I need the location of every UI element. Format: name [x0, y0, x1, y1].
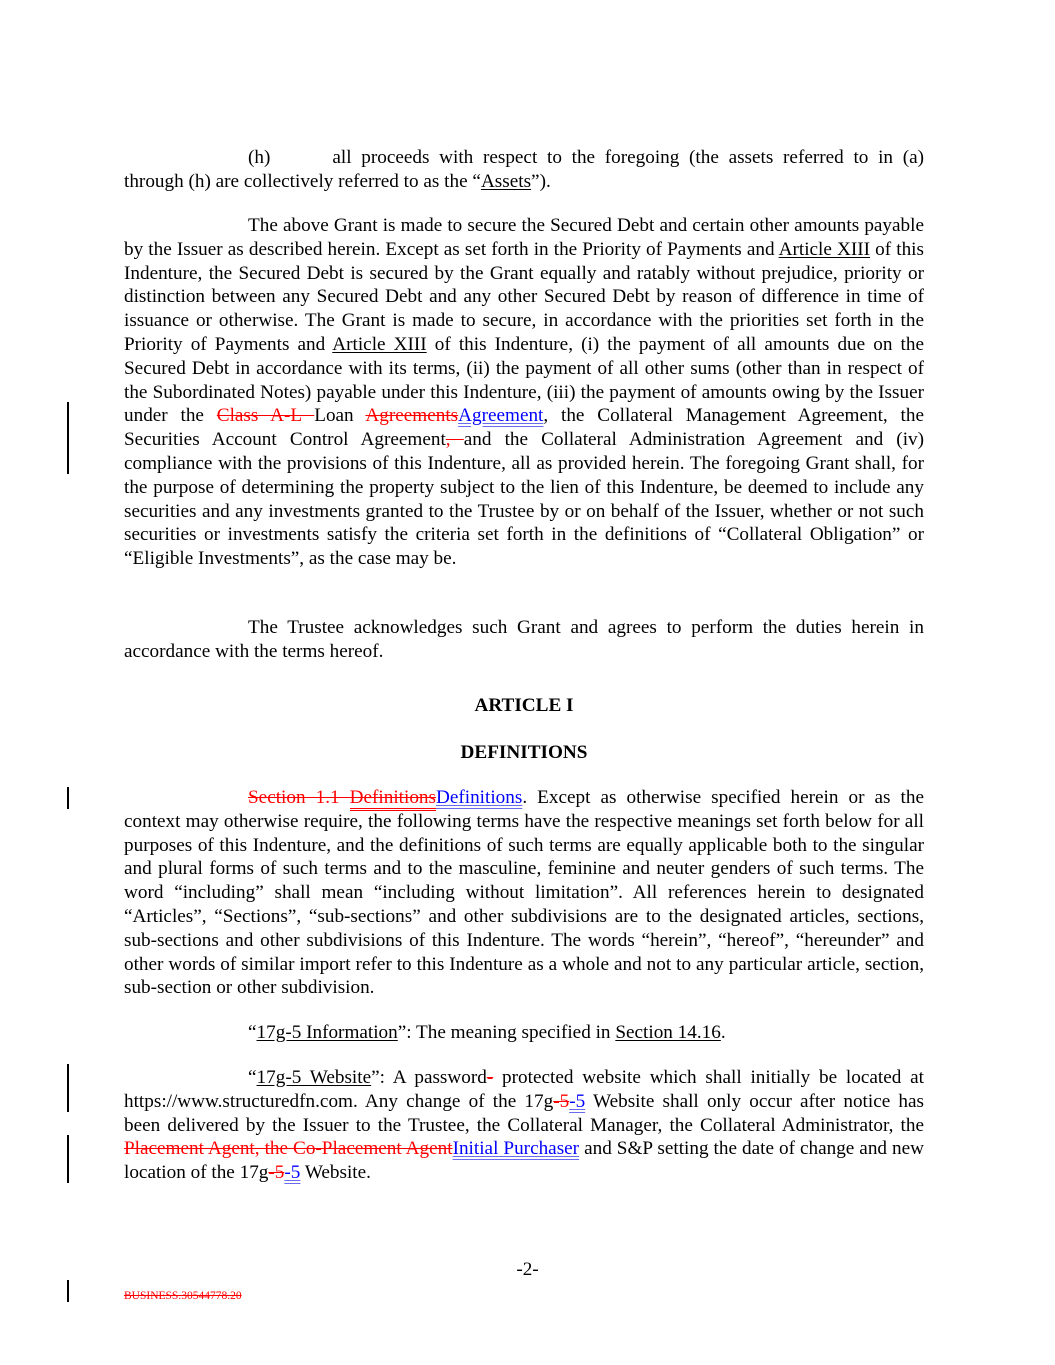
deleted-text: Placement Agent, the Co-Placement Agent [124, 1138, 453, 1160]
change-bar [67, 1280, 69, 1302]
deleted-text: Agreements [365, 405, 459, 427]
article-title: DEFINITIONS [460, 742, 588, 763]
inserted-section-heading: Definitions [435, 787, 523, 808]
paragraph-grant: The above Grant is made to secure the Secured Debt and certain other amounts payable by the Issuer as described herein. Except as set forth in the Priority of Payments and Article XIII of this Indenture, the Secured Debt is secured by the Grant equally and ratably without prejudice, priority or distinction between any Secured Debt and any other Secured Debt by reason of difference in time of issuance or otherwise. The Grant is made to secure, in accordance with the priorities set forth in the Priority of Payments and Article XIII of this Indenture, (i) the payment of all amounts due on the Secured Debt in accordance with its terms, (ii) the payment of all other sums (other than in respect of the Subordinated Notes) payable under this Indenture, (iii) the payment of amounts owing by the Issuer under the Class A-L Loan AgreementsAgreement, the Collateral Management Agreement, the Securities Account Control Agreement, and the Collateral Administration Agreement and (iv) compliance with the provisions of this Indenture, all as provided herein. The foregoing Grant shall, for the purpose of determining the property subject to the lien of this Indenture, be deemed to include any securities and any investments granted to the Trustee by or on behalf of the Issuer, whether or not such securities or investments satisfy the criteria set forth in the definitions of “Collateral Obligation” or “Eligible Investments”, as the case may be. [124, 215, 925, 570]
change-bar [67, 1135, 69, 1183]
section-1-1: Section 1.1 DefinitionsDefinitions. Except as otherwise specified herein or as the context may otherwise require, the following terms have the respective meanings set forth below for all purposes of this Indenture, and the definitions of such terms are equally applicable both to the singular and plural forms of such terms and to the masculine, feminine and neuter genders of such terms. The word “including” shall mean “including without limitation”. All references herein to designated “Articles”, “Sections”, “sub-sections” and other subdivisions are to the designated articles, sections, sub-sections and other subdivisions of this Indenture. The words “herein”, “hereof”, “hereunder” and other words of similar import refer to this Indenture as a whole and not to any particular article, section, sub-section or other subdivision. [124, 787, 924, 999]
change-bar [67, 402, 69, 474]
deleted-text: , [445, 429, 464, 451]
paragraph-h: (h) all proceeds with respect to the foregoing (the assets referred to in (a) through (h) are collectively referred to as the “Assets”). [124, 147, 924, 192]
deleted-text: -5 [553, 1090, 570, 1112]
defined-term: 17g-5 Information [256, 1022, 398, 1043]
cross-reference-section-14-16: Section 14.16 [615, 1022, 721, 1043]
cross-reference-article-xiii: Article XIII [332, 333, 427, 355]
change-bar [67, 1064, 69, 1112]
definition-17g5-website: “17g-5 Website”: A password- protected website which shall initially be located at https://www.structuredfn.com. Any change of the 17g-5-5 Website shall only occur after notice has been delivered by the Issuer to the Trustee, the Collateral Manager, the Collateral Administrator, the Placement Agent, the Co-Placement AgentInitial Purchaser and S&P setting the date of change and new location of the 17g-5-5 Website. [124, 1067, 924, 1184]
inserted-text: -5 [569, 1090, 586, 1112]
defined-term: 17g-5 Website [256, 1067, 372, 1088]
deleted-text: Class A-L [216, 405, 315, 427]
footer-document-id: BUSINESS.30544778.20 [124, 1290, 242, 1302]
clause-label: (h) [248, 147, 271, 168]
page-number: -2- [516, 1259, 539, 1280]
paragraph-trustee: The Trustee acknowledges such Grant and agrees to perform the duties herein in accordance with the terms hereof. [124, 617, 924, 662]
deleted-text: Definitions [350, 787, 436, 811]
inserted-text: -5 [284, 1162, 301, 1184]
defined-term-assets: Assets [480, 170, 532, 192]
inserted-text: Agreement [458, 405, 544, 427]
deleted-text: - [486, 1067, 494, 1088]
cross-reference-article-xiii: Article XIII [778, 238, 871, 260]
inserted-text: Initial Purchaser [452, 1138, 580, 1160]
definition-17g5-information: “17g-5 Information”: The meaning specified in Section 14.16. [248, 1022, 726, 1043]
article-heading: ARTICLE I [474, 695, 574, 716]
deleted-text: Section 1.1 [248, 787, 350, 808]
change-bar [67, 787, 69, 809]
deleted-text: -5 [268, 1162, 285, 1184]
